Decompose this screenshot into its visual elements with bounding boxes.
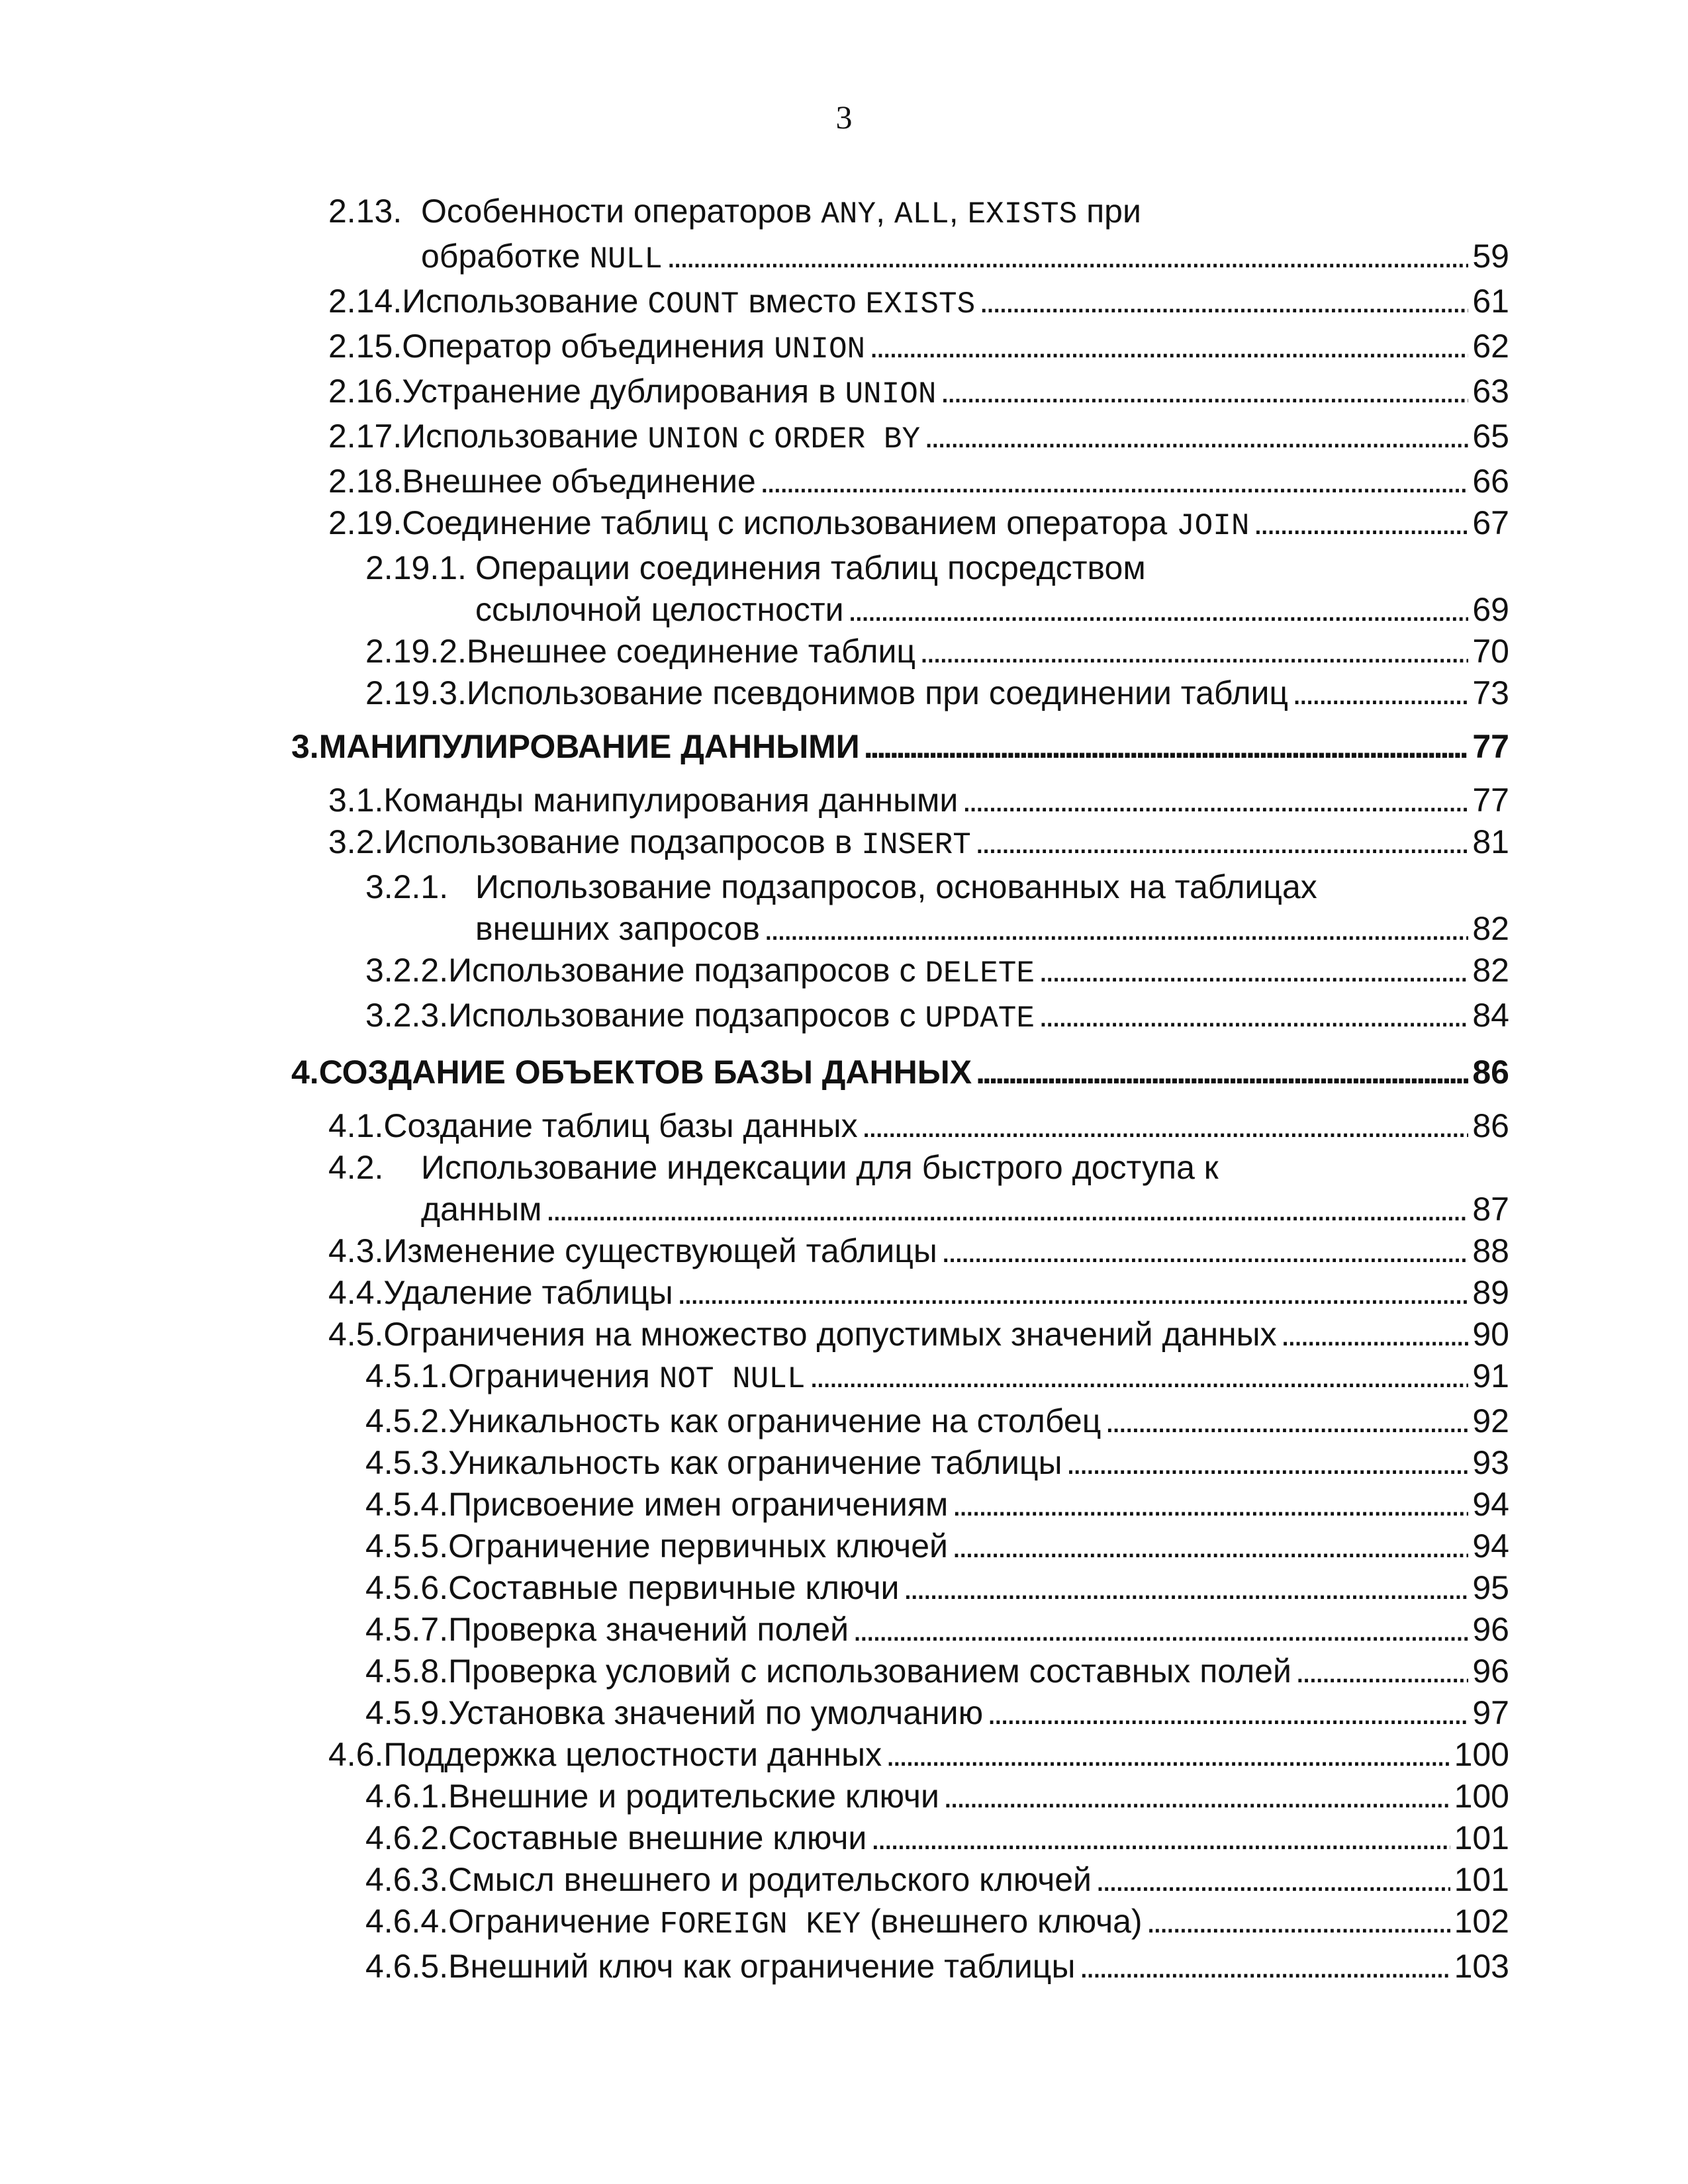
dot-leader: [1039, 995, 1468, 1036]
toc-page-number: 88: [1472, 1232, 1509, 1269]
toc-entry-title: [448, 1651, 1291, 1692]
toc-page-number: 59: [1472, 238, 1509, 275]
toc-entry-number: 4.5.3.: [365, 1444, 449, 1481]
entry-text: Изменение существующей таблицы: [383, 1232, 937, 1269]
entry-text: Ограничение: [448, 1903, 660, 1940]
toc-entry[interactable]: [291, 1901, 1509, 1946]
toc-entry-line: [365, 672, 1509, 714]
toc-entry-line: [365, 1442, 1509, 1484]
toc-entry[interactable]: [291, 502, 1509, 547]
toc-page-number: 86: [1472, 1054, 1509, 1091]
toc-entry-number: 4.5.7.: [365, 1611, 449, 1648]
entry-text: Проверка условий с использованием составных полей: [448, 1653, 1291, 1690]
dot-leader: [546, 1189, 1469, 1230]
dot-leader: [1295, 1651, 1468, 1692]
toc-entry-line: [365, 1946, 1509, 1987]
toc-entry[interactable]: [291, 1400, 1509, 1442]
toc-page-number: 82: [1472, 910, 1509, 947]
toc-page-number: 87: [1472, 1191, 1509, 1228]
toc-entry[interactable]: [291, 1609, 1509, 1651]
entry-text: Использование псевдонимов при соединении таблиц: [466, 674, 1289, 711]
code-keyword: UPDATE: [925, 1001, 1035, 1036]
dot-leader: [810, 1355, 1469, 1397]
entry-text: вместо: [739, 283, 866, 320]
toc-entry[interactable]: [291, 780, 1509, 821]
dot-leader: [940, 371, 1468, 412]
toc-page-number: 100: [1454, 1778, 1509, 1815]
toc-entry-title: [421, 191, 1141, 236]
toc-entry-number: 3.: [291, 728, 319, 765]
toc-entry-line: [328, 1105, 1509, 1147]
toc-entry-title: [448, 1859, 1092, 1901]
toc-entry-number: 4.6.1.: [365, 1778, 449, 1815]
toc-entry-title: [448, 1355, 806, 1400]
toc-entry-number: 2.13.: [328, 193, 402, 230]
entry-text: Установка значений по умолчанию: [448, 1694, 984, 1731]
toc-page-number: 92: [1472, 1402, 1509, 1439]
entry-text: СОЗДАНИЕ ОБЪЕКТОВ БАЗЫ ДАННЫХ: [318, 1054, 972, 1091]
toc-entry[interactable]: [291, 1525, 1509, 1567]
toc-entry[interactable]: [291, 950, 1509, 995]
toc-page-number: 100: [1454, 1736, 1509, 1773]
dot-leader: [919, 631, 1468, 672]
toc-entry-number: 3.1.: [328, 782, 384, 819]
toc-entry-number: 2.19.: [328, 504, 402, 541]
toc-entry-line: [328, 1314, 1509, 1355]
toc-entry-number: 4.6.3.: [365, 1861, 449, 1898]
toc-entry[interactable]: [291, 416, 1509, 461]
entry-text: Команды манипулирования данными: [383, 782, 959, 819]
toc-entry-title: [448, 1609, 849, 1651]
toc-entry-line: [365, 1484, 1509, 1525]
entry-text: данным: [421, 1191, 542, 1228]
toc-entry-number: 4.5.2.: [365, 1402, 449, 1439]
toc-page-number: 103: [1454, 1948, 1509, 1985]
toc-entry-line: [365, 631, 1509, 672]
toc-entry[interactable]: [291, 1230, 1509, 1272]
entry-text: Составные внешние ключи: [448, 1819, 867, 1856]
toc-entry[interactable]: [291, 1052, 1509, 1093]
toc-entry-title: [448, 995, 1035, 1040]
code-keyword: UNION: [647, 422, 739, 457]
dot-leader: [1096, 1859, 1450, 1901]
toc-entry[interactable]: [291, 281, 1509, 326]
toc-entry-title: [383, 1230, 937, 1272]
toc-entry-title: [448, 1484, 948, 1525]
toc-entry-number: 3.2.2.: [365, 952, 449, 989]
code-keyword: NULL: [589, 242, 663, 277]
entry-text: обработке: [421, 238, 590, 275]
toc-entry-title-continued: [421, 236, 663, 281]
toc-entry-line: [328, 326, 1509, 371]
toc-entry-title: [448, 1400, 1101, 1442]
dot-leader: [941, 1230, 1469, 1272]
toc-entry-line: [365, 866, 1509, 908]
toc-entry-title: [383, 821, 970, 866]
entry-text: Ограничение первичных ключей: [448, 1527, 948, 1565]
toc-entry-title-continued: [475, 589, 844, 631]
toc-entry-title: [475, 547, 1146, 589]
dot-leader: [760, 461, 1469, 502]
toc-entry-title: [383, 1734, 882, 1776]
code-keyword: FOREIGN KEY: [659, 1907, 861, 1942]
toc-entry-line: [365, 1609, 1509, 1651]
dot-leader: [764, 908, 1468, 950]
toc-page-number: 69: [1472, 591, 1509, 628]
entry-text: Удаление таблицы: [383, 1274, 673, 1311]
toc-entry-line: [328, 821, 1509, 866]
toc-page-number: 94: [1472, 1486, 1509, 1523]
toc-entry-title: [448, 1442, 1062, 1484]
toc-entry[interactable]: [291, 547, 1509, 631]
toc-entry[interactable]: [291, 1734, 1509, 1776]
entry-text: Создание таблиц базы данных: [383, 1107, 858, 1144]
toc-entry-number: 4.6.: [328, 1736, 384, 1773]
toc-entry-number: 4.5.6.: [365, 1569, 449, 1606]
toc-entry-line: [328, 281, 1509, 326]
toc-page-number: 73: [1472, 674, 1509, 711]
toc-entry-number: 4.6.5.: [365, 1948, 449, 1985]
toc-page-number: 96: [1472, 1611, 1509, 1648]
code-keyword: ANY: [821, 197, 876, 232]
toc-entry-line: [365, 995, 1509, 1040]
toc-entry-line: [328, 1230, 1509, 1272]
code-keyword: ORDER BY: [774, 422, 921, 457]
entry-text: Ограничения: [448, 1357, 659, 1394]
toc-entry-continuation: [365, 589, 1509, 631]
toc-entry[interactable]: [291, 1484, 1509, 1525]
code-keyword: UNION: [845, 377, 937, 412]
toc-entry-line: [365, 1692, 1509, 1734]
toc-entry[interactable]: [291, 1946, 1509, 1987]
toc-page-number: 89: [1472, 1274, 1509, 1311]
dot-leader: [987, 1692, 1468, 1734]
toc-page-number: 61: [1472, 283, 1509, 320]
code-keyword: UNION: [774, 332, 866, 367]
toc-entry-number: 2.19.3.: [365, 674, 467, 711]
entry-text: Уникальность как ограничение на столбец: [448, 1402, 1102, 1439]
entry-text: Особенности операторов: [421, 193, 821, 230]
toc-entry[interactable]: [291, 1442, 1509, 1484]
code-keyword: JOIN: [1176, 509, 1250, 543]
toc-page-number: 93: [1472, 1444, 1509, 1481]
toc-entry-number: 4.5.4.: [365, 1486, 449, 1523]
dot-leader: [952, 1525, 1468, 1567]
toc-page-number: 77: [1472, 728, 1509, 765]
page-number: 3: [835, 99, 853, 136]
entry-text: Использование индексации для быстрого доступа к: [421, 1149, 1219, 1186]
toc-entry[interactable]: [291, 1651, 1509, 1692]
toc-entry[interactable]: [291, 1314, 1509, 1355]
toc-entry[interactable]: [291, 1567, 1509, 1609]
toc-entry[interactable]: [291, 1776, 1509, 1817]
toc-entry[interactable]: [291, 995, 1509, 1040]
toc-entry-line: [328, 416, 1509, 461]
toc-page-number: 94: [1472, 1527, 1509, 1565]
entry-text: с: [739, 418, 774, 455]
dot-leader: [864, 726, 1469, 768]
dot-leader: [677, 1272, 1469, 1314]
dot-leader: [976, 1052, 1468, 1093]
toc-entry-line: [365, 950, 1509, 995]
toc-page-number: 95: [1472, 1569, 1509, 1606]
toc-entry[interactable]: [291, 1355, 1509, 1400]
entry-text: Соединение таблиц с использованием оператора: [402, 504, 1177, 541]
toc-entry-number: 2.15.: [328, 328, 402, 365]
toc-entry-number: 4.4.: [328, 1274, 384, 1311]
toc-entry-number: 2.16.: [328, 373, 402, 410]
toc-entry[interactable]: [291, 1105, 1509, 1147]
entry-text: Использование: [402, 283, 648, 320]
dot-leader: [886, 1734, 1450, 1776]
toc-entry-title: [467, 631, 915, 672]
toc-entry-line: [328, 1272, 1509, 1314]
entry-text: Составные первичные ключи: [448, 1569, 900, 1606]
entry-text: Проверка значений полей: [448, 1611, 849, 1648]
toc-entry-line: [365, 1400, 1509, 1442]
toc-entry-number: 2.14.: [328, 283, 402, 320]
entry-text: (внешнего ключа): [861, 1903, 1143, 1940]
toc-page-number: 97: [1472, 1694, 1509, 1731]
entry-text: Использование подзапросов, основанных на таблицах: [475, 868, 1317, 905]
entry-text: Внешнее соединение таблиц: [466, 633, 916, 670]
toc-entry[interactable]: [291, 631, 1509, 672]
dot-leader: [979, 281, 1468, 322]
toc-page-number: 63: [1472, 373, 1509, 410]
entry-text: Ограничения на множество допустимых значений данных: [383, 1316, 1277, 1353]
entry-text: при: [1077, 193, 1141, 230]
toc-entry[interactable]: [291, 672, 1509, 714]
toc-page-number: 90: [1472, 1316, 1509, 1353]
dot-leader: [667, 236, 1469, 277]
dot-leader: [1079, 1946, 1450, 1987]
toc-entry-number: 3.2.: [328, 823, 384, 860]
entry-text: Использование подзапросов с: [448, 952, 925, 989]
dot-leader: [952, 1484, 1468, 1525]
toc-entry-title-continued: [421, 1189, 542, 1230]
toc-entry[interactable]: [291, 726, 1509, 768]
toc-entry-line: [365, 1776, 1509, 1817]
toc-entry-line: [328, 502, 1509, 547]
toc-entry-title: [475, 866, 1317, 908]
toc-entry-number: 4.3.: [328, 1232, 384, 1269]
toc-entry[interactable]: [291, 1817, 1509, 1859]
entry-text: Внешний ключ как ограничение таблицы: [448, 1948, 1076, 1985]
toc-entry-continuation: [328, 236, 1509, 281]
toc-page-number: 96: [1472, 1653, 1509, 1690]
toc-entry[interactable]: [291, 866, 1509, 950]
toc-entry-title: [383, 1272, 673, 1314]
toc-page-number: 101: [1454, 1819, 1509, 1856]
dot-leader: [903, 1567, 1468, 1609]
entry-text: Операции соединения таблиц посредством: [475, 549, 1146, 586]
toc-entry-line: [365, 1525, 1509, 1567]
code-keyword: ALL: [894, 197, 949, 232]
dot-leader: [869, 326, 1468, 367]
dot-leader: [924, 416, 1468, 457]
toc-page-number: 62: [1472, 328, 1509, 365]
toc-entry-number: 2.19.2.: [365, 633, 467, 670]
dot-leader: [1105, 1400, 1468, 1442]
entry-text: Поддержка целостности данных: [383, 1736, 882, 1773]
toc-entry-line: [365, 1817, 1509, 1859]
toc-entry[interactable]: [291, 1272, 1509, 1314]
entry-text: Уникальность как ограничение таблицы: [448, 1444, 1062, 1481]
toc-entry-number: 4.5.9.: [365, 1694, 449, 1731]
code-keyword: DELETE: [925, 956, 1035, 991]
toc-entry-title: [402, 281, 975, 326]
toc-entry-title: [319, 1052, 972, 1093]
toc-entry-title: [402, 502, 1249, 547]
toc-entry[interactable]: [291, 1859, 1509, 1901]
dot-leader: [870, 1817, 1450, 1859]
toc-entry-title: [402, 416, 920, 461]
dot-leader: [962, 780, 1468, 821]
toc-entry[interactable]: [291, 371, 1509, 416]
toc-entry-title-continued: [475, 908, 760, 950]
toc-entry-title: [383, 1314, 1276, 1355]
code-keyword: EXISTS: [865, 287, 976, 322]
toc-page-number: 84: [1472, 997, 1509, 1034]
code-keyword: INSERT: [861, 828, 971, 862]
toc-entry-line: [328, 371, 1509, 416]
toc-entry[interactable]: [291, 821, 1509, 866]
toc-entry-line: [365, 1567, 1509, 1609]
toc-entry-number: 2.17.: [328, 418, 402, 455]
toc-page-number: 102: [1454, 1903, 1509, 1940]
toc-entry-line: [328, 461, 1509, 502]
toc-entry-line: [328, 1147, 1509, 1189]
dot-leader: [943, 1776, 1450, 1817]
dot-leader: [1039, 950, 1468, 991]
toc-entry-number: 4.5.8.: [365, 1653, 449, 1690]
toc-entry-number: 4.6.4.: [365, 1903, 449, 1940]
table-of-contents: [291, 191, 1509, 1987]
entry-text: Внешние и родительские ключи: [448, 1778, 939, 1815]
toc-page-number: 77: [1472, 782, 1509, 819]
toc-entry-title: [421, 1147, 1219, 1189]
toc-entry-line: [291, 726, 1509, 768]
dot-leader: [1147, 1901, 1450, 1942]
toc-page-number: 66: [1472, 463, 1509, 500]
entry-text: Использование подзапросов в: [383, 823, 862, 860]
toc-entry-line: [365, 1355, 1509, 1400]
toc-entry-line: [328, 191, 1509, 236]
toc-entry-continuation: [328, 1189, 1509, 1230]
toc-entry-number: 3.2.3.: [365, 997, 449, 1034]
toc-page-number: 101: [1454, 1861, 1509, 1898]
dot-leader: [1066, 1442, 1469, 1484]
toc-entry-continuation: [365, 908, 1509, 950]
code-keyword: NOT NULL: [659, 1362, 806, 1396]
toc-entry-title: [383, 1105, 857, 1147]
dot-leader: [975, 821, 1469, 863]
entry-text: ,: [949, 193, 968, 230]
entry-text: Присвоение имен ограничениям: [448, 1486, 949, 1523]
dot-leader: [1254, 502, 1469, 544]
toc-entry-number: 4.5.1.: [365, 1357, 449, 1394]
entry-text: Внешнее объединение: [402, 463, 756, 500]
toc-page-number: 86: [1472, 1107, 1509, 1144]
toc-entry-number: 4.6.2.: [365, 1819, 449, 1856]
toc-entry-number: 3.2.1.: [365, 868, 449, 905]
toc-page-number: 91: [1472, 1357, 1509, 1394]
entry-text: Оператор объединения: [402, 328, 774, 365]
toc-entry-line: [365, 1901, 1509, 1946]
toc-entry-number: 4.1.: [328, 1107, 384, 1144]
toc-entry[interactable]: [291, 191, 1509, 281]
toc-entry-line: [328, 780, 1509, 821]
toc-entry-number: 4.5.: [328, 1316, 384, 1353]
toc-entry-number: 4.: [291, 1054, 319, 1091]
toc-page-number: 67: [1472, 504, 1509, 541]
toc-entry-title: [319, 726, 860, 768]
entry-text: ссылочной целостности: [475, 591, 844, 628]
toc-entry-title: [448, 1692, 983, 1734]
code-keyword: COUNT: [647, 287, 739, 322]
dot-leader: [853, 1609, 1468, 1651]
toc-entry-line: [365, 547, 1509, 589]
toc-entry-line: [365, 1859, 1509, 1901]
toc-entry[interactable]: [291, 1692, 1509, 1734]
toc-entry-title: [448, 950, 1035, 995]
toc-entry-line: [291, 1052, 1509, 1093]
toc-page-number: 81: [1472, 823, 1509, 860]
dot-leader: [1281, 1314, 1469, 1355]
dot-leader: [862, 1105, 1469, 1147]
toc-entry-line: [365, 1651, 1509, 1692]
toc-entry-title: [448, 1817, 867, 1859]
dot-leader: [848, 589, 1469, 631]
toc-entry-title: [448, 1946, 1075, 1987]
toc-entry-line: [328, 1734, 1509, 1776]
toc-entry-title: [402, 371, 936, 416]
entry-text: Использование подзапросов с: [448, 997, 925, 1034]
toc-entry[interactable]: [291, 1147, 1509, 1230]
entry-text: МАНИПУЛИРОВАНИЕ ДАННЫМИ: [318, 728, 860, 765]
toc-entry[interactable]: [291, 461, 1509, 502]
entry-text: Использование: [402, 418, 648, 455]
toc-entry-number: 2.19.1.: [365, 549, 467, 586]
toc-entry[interactable]: [291, 326, 1509, 371]
toc-entry-number: 4.2.: [328, 1149, 384, 1186]
toc-entry-title: [448, 1901, 1142, 1946]
toc-page-number: 65: [1472, 418, 1509, 455]
entry-text: ,: [876, 193, 894, 230]
toc-entry-title: [402, 326, 865, 371]
toc-entry-title: [467, 672, 1288, 714]
toc-entry-title: [383, 780, 958, 821]
toc-entry-title: [448, 1776, 939, 1817]
toc-entry-title: [448, 1525, 948, 1567]
toc-page-number: 82: [1472, 952, 1509, 989]
entry-text: внешних запросов: [475, 910, 760, 947]
entry-text: Смысл внешнего и родительского ключей: [448, 1861, 1092, 1898]
toc-entry-title: [448, 1567, 899, 1609]
toc-page-number: 70: [1472, 633, 1509, 670]
dot-leader: [1292, 672, 1468, 714]
code-keyword: EXISTS: [967, 197, 1078, 232]
toc-entry-number: 4.5.5.: [365, 1527, 449, 1565]
toc-entry-number: 2.18.: [328, 463, 402, 500]
entry-text: Устранение дублирования в: [402, 373, 845, 410]
toc-entry-title: [402, 461, 756, 502]
